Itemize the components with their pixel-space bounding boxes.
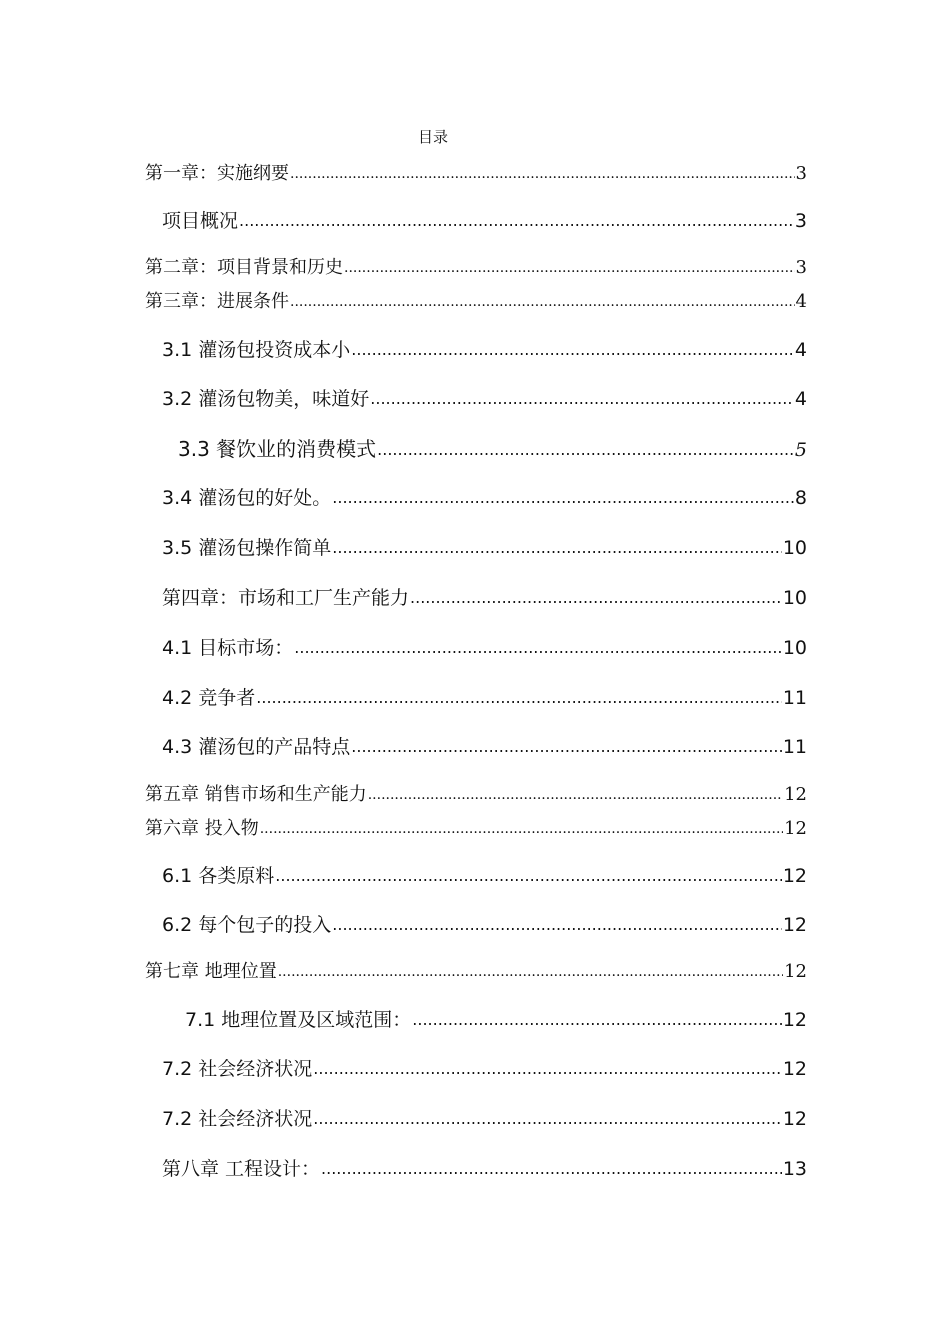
toc-leader-dots <box>256 688 782 707</box>
toc-entry-label: 3.2 灌汤包物美，味道好 <box>162 388 370 410</box>
toc-leader-dots <box>377 440 794 459</box>
toc-leader-dots <box>332 538 782 557</box>
toc-leader-dots <box>321 1159 782 1178</box>
toc-entry-label: 7.1 地理位置及区域范围： <box>185 1009 412 1031</box>
toc-entry-label: 4.2 竞争者 <box>162 687 256 709</box>
toc-leader-dots <box>290 166 795 182</box>
toc-entry-label: 6.1 各类原料 <box>162 865 275 887</box>
toc-leader-dots <box>368 787 783 803</box>
toc-entry[interactable] <box>162 683 807 710</box>
toc-leader-dots <box>313 1059 782 1078</box>
toc-entry-label: 第一章：实施纲要 <box>145 163 289 184</box>
toc-entry-label: 3.3 餐饮业的消费模式 <box>178 437 377 461</box>
toc-entry-page: 4 <box>795 291 807 312</box>
toc-entry[interactable] <box>162 206 807 233</box>
toc-entry[interactable] <box>162 861 807 888</box>
toc-entry-page: 5 <box>794 439 807 461</box>
toc-entry-label: 第五章 销售市场和生产能力 <box>145 784 367 805</box>
toc-entry[interactable] <box>178 433 807 462</box>
toc-entry[interactable] <box>162 1054 807 1081</box>
toc-entry-label: 3.1 灌汤包投资成本小 <box>162 339 351 361</box>
toc-entry[interactable] <box>162 1104 807 1131</box>
toc-entry-label: 3.4 灌汤包的好处。 <box>162 487 332 509</box>
toc-entry-label: 7.2 社会经济状况 <box>162 1058 313 1080</box>
toc-entry[interactable] <box>145 957 807 983</box>
toc-entry-label: 第七章 地理位置 <box>145 961 277 982</box>
toc-entry[interactable] <box>145 814 807 840</box>
toc-entry-page: 12 <box>782 1058 807 1080</box>
toc-entry-label: 第三章：进展条件 <box>145 291 289 312</box>
toc-leader-dots <box>294 638 782 657</box>
toc-entry-label: 第八章 工程设计： <box>162 1158 321 1180</box>
toc-entry-page: 3 <box>794 210 807 232</box>
toc-entry[interactable] <box>162 483 807 510</box>
toc-entry[interactable] <box>145 253 807 279</box>
toc-entry[interactable] <box>145 287 807 313</box>
toc-entry-label: 3.5 灌汤包操作简单 <box>162 537 332 559</box>
toc-entry[interactable] <box>162 384 807 411</box>
toc-entry-page: 10 <box>782 587 807 609</box>
toc-leader-dots <box>239 211 794 230</box>
toc-entry-page: 8 <box>794 487 807 509</box>
toc-entry-label: 7.2 社会经济状况 <box>162 1108 313 1130</box>
toc-entry-label: 4.3 灌汤包的产品特点 <box>162 736 351 758</box>
toc-entry[interactable] <box>162 583 807 610</box>
toc-entry[interactable] <box>185 1005 807 1032</box>
toc-entry[interactable] <box>162 633 807 660</box>
toc-leader-dots <box>332 915 782 934</box>
toc-leader-dots <box>313 1109 782 1128</box>
toc-entry[interactable] <box>145 780 807 806</box>
toc-leader-dots <box>260 821 783 837</box>
toc-entry-page: 4 <box>794 339 807 361</box>
toc-entry-label: 6.2 每个包子的投入 <box>162 914 332 936</box>
toc-entry[interactable] <box>162 533 807 560</box>
toc-leader-dots <box>351 737 782 756</box>
toc-entry-page: 12 <box>782 865 807 887</box>
toc-leader-dots <box>412 1010 782 1029</box>
toc-entry[interactable] <box>162 1154 807 1181</box>
toc-leader-dots <box>278 964 783 980</box>
toc-leader-dots <box>351 340 794 359</box>
toc-title: 目录 <box>417 128 448 146</box>
toc-leader-dots <box>370 389 794 408</box>
toc-entry-page: 11 <box>782 687 807 709</box>
toc-entry-page: 4 <box>794 388 807 410</box>
toc-entry-label: 第四章：市场和工厂生产能力 <box>162 587 410 609</box>
toc-entry-page: 12 <box>784 961 807 982</box>
toc-entry-page: 3 <box>795 257 807 278</box>
toc-entry-page: 10 <box>782 637 807 659</box>
toc-entry-page: 12 <box>782 1108 807 1130</box>
toc-entry-label: 4.1 目标市场： <box>162 637 294 659</box>
toc-entry-page: 10 <box>782 537 807 559</box>
toc-entry-page: 12 <box>782 1009 807 1031</box>
toc-entry-label: 项目概况 <box>162 210 239 232</box>
toc-entry-page: 13 <box>782 1158 807 1180</box>
toc-entry[interactable] <box>162 335 807 362</box>
toc-entry-page: 12 <box>782 914 807 936</box>
toc-leader-dots <box>275 866 782 885</box>
toc-leader-dots <box>332 488 794 507</box>
toc-entry-page: 12 <box>784 784 807 805</box>
toc-entry-label: 第六章 投入物 <box>145 818 259 839</box>
toc-entry-page: 3 <box>795 163 807 184</box>
toc-entry-label: 第二章：项目背景和历史 <box>145 257 343 278</box>
toc-entry[interactable] <box>145 159 807 185</box>
toc-entry[interactable] <box>162 732 807 759</box>
toc-entry-page: 12 <box>784 818 807 839</box>
toc-entry[interactable] <box>162 910 807 937</box>
toc-entry-page: 11 <box>782 736 807 758</box>
toc-leader-dots <box>290 294 795 310</box>
toc-leader-dots <box>344 260 795 276</box>
toc-leader-dots <box>410 588 782 607</box>
